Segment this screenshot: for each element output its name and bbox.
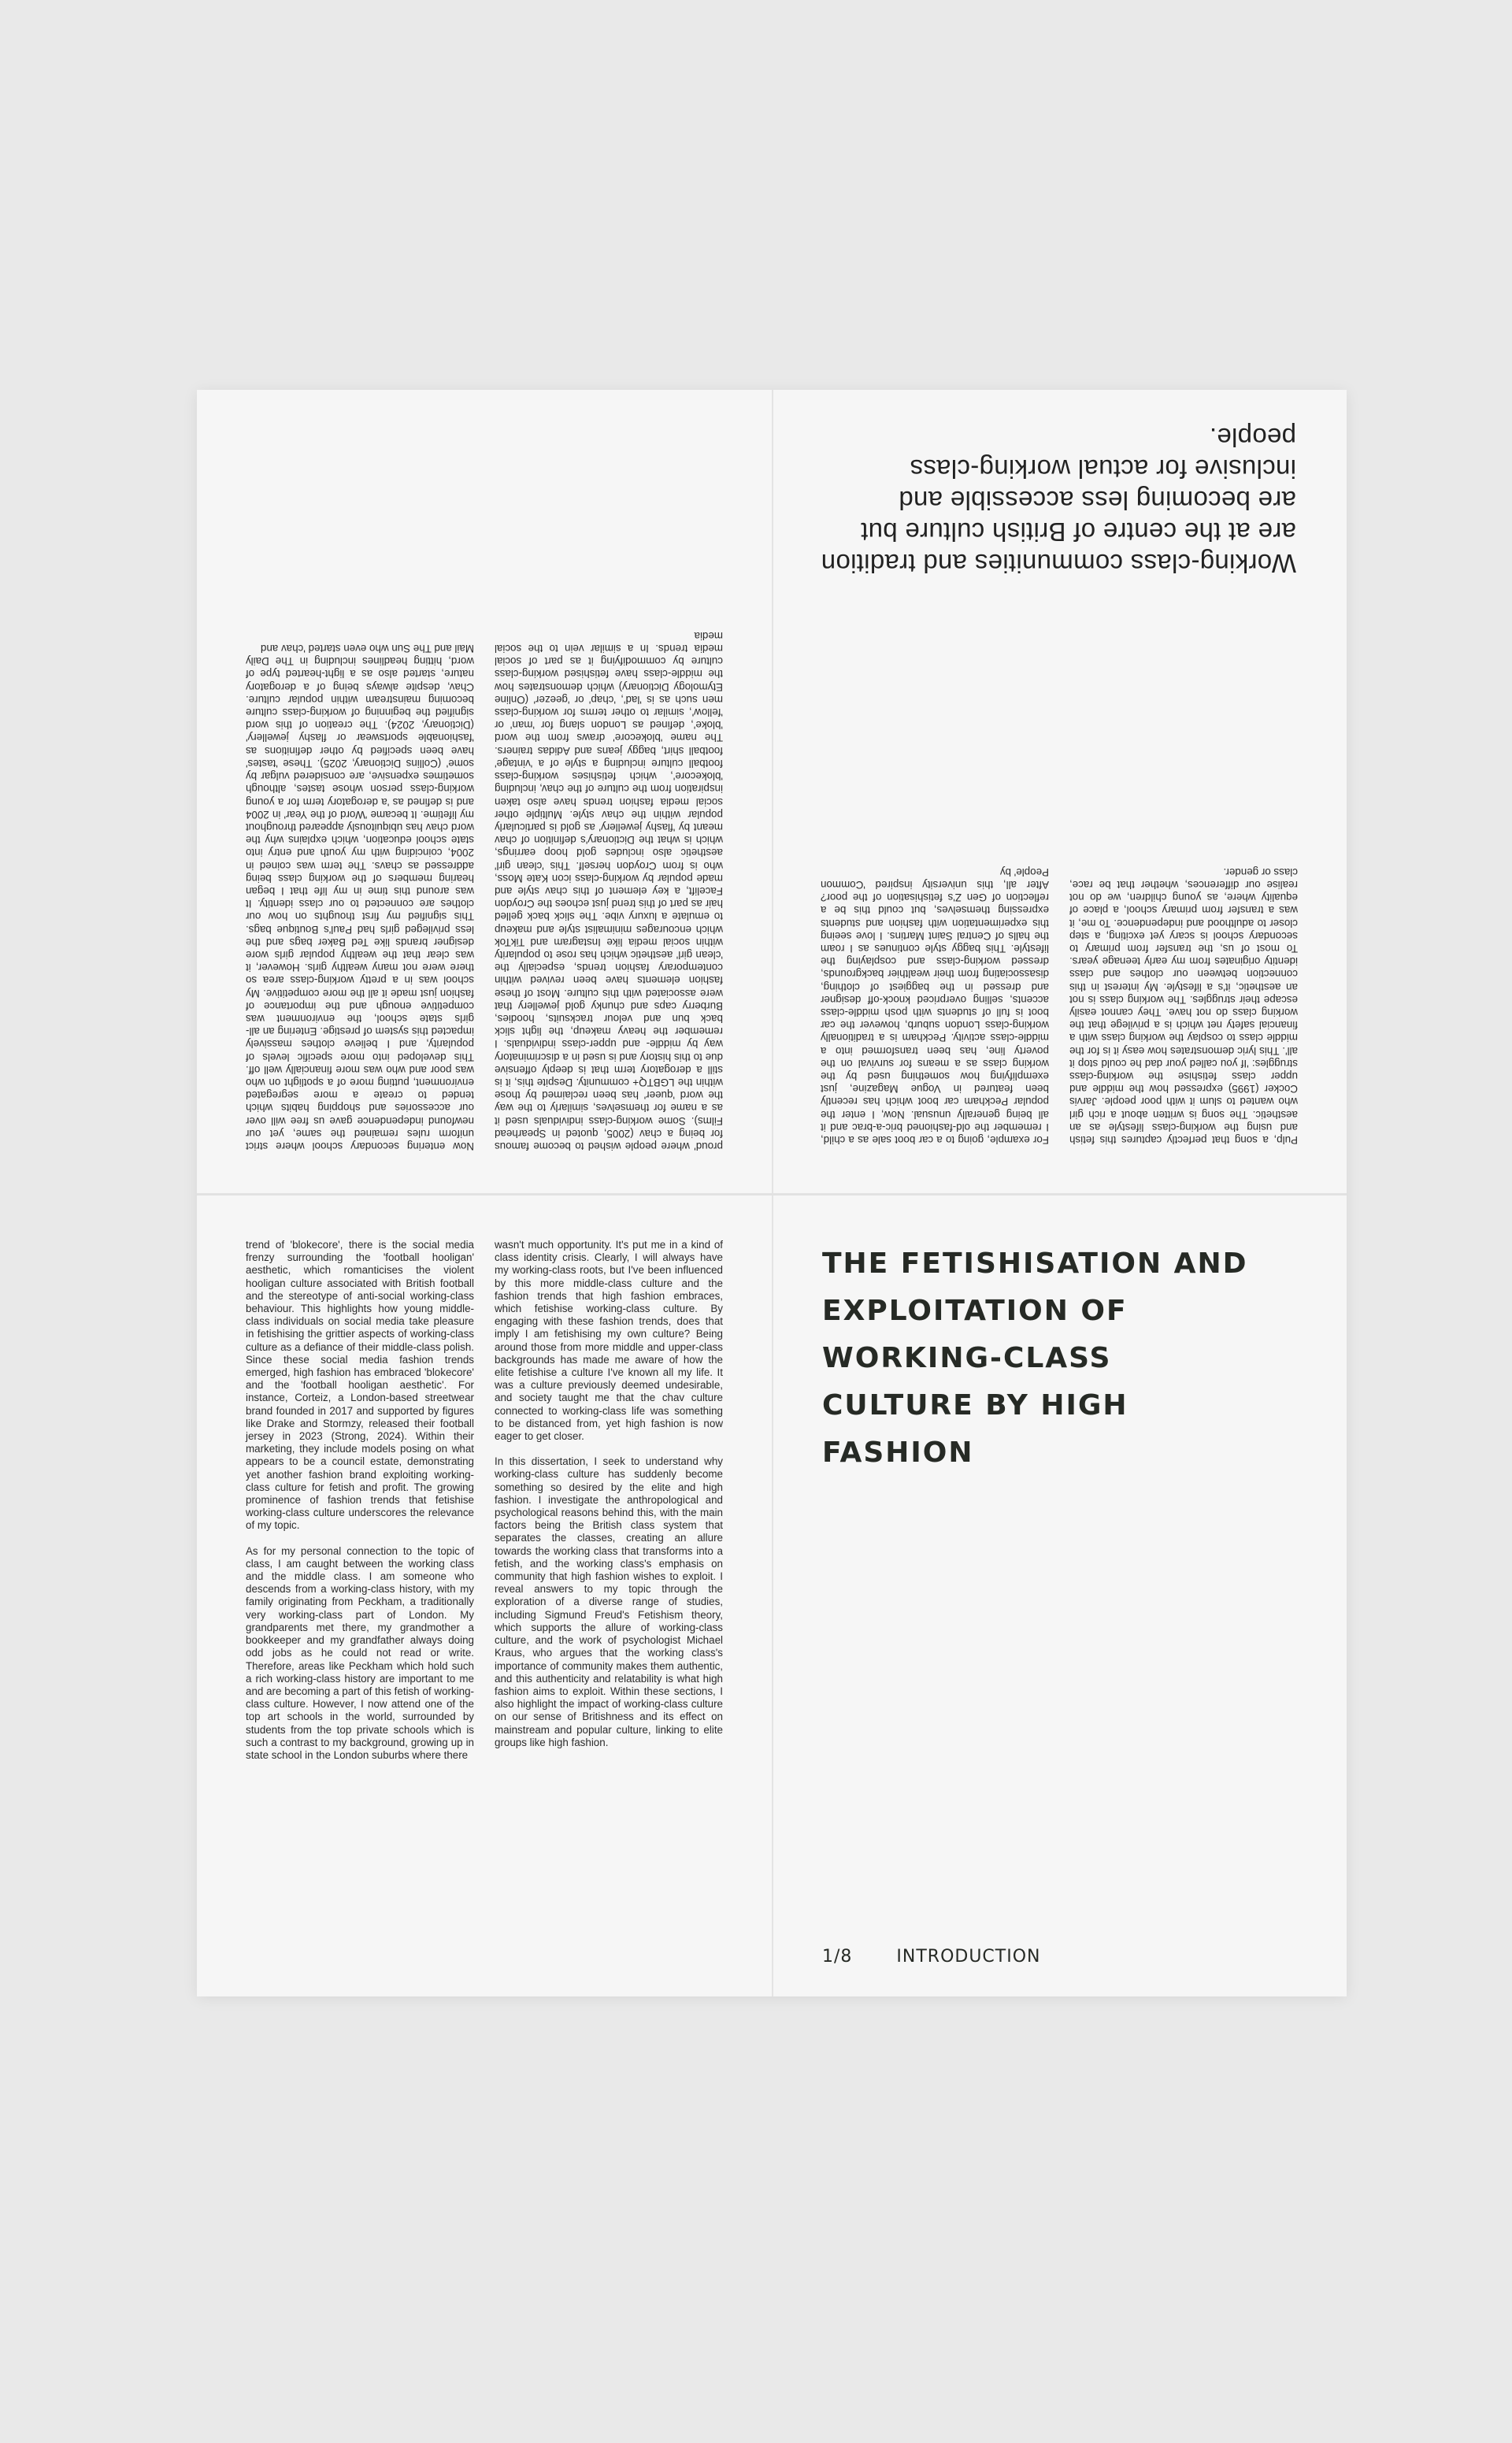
page-title: THE FETISHISATION AND EXPLOITATION OF WORKING-CLASS CULTURE BY HIGH FASHION (822, 1247, 1248, 1469)
body-paragraph: wasn't much opportunity. It's put me in a kind of class identity crisis. Clearly, I will always have my working-class roots, but I've been influenced by this more middle-class culture and the fashion trends that high fashion embraces, which fetishise working-class culture. By engaging with these fashion trends, does that imply I am fetishising my own culture? Being around those from more middle and upper-class backgrounds has made me aware of how the elite fetishise a culture I've known all my life. It was a culture previously deemed undesirable, and society taught me that the chav culture connected to working-class life was something to be distanced from, yet high fashion is now eager to get closer. (495, 1239, 723, 1443)
body-paragraph: For example, going to a car boot sale as a child, I remember the old-fashioned bric-a-brac and it all being generally unusual. Now, I enter the popular Peckham car boot which has recently been featured in Vogue Magazine, just exemplifying how something used by the working class as a means for survival on the poverty line, has been transformed into a middle-class activity. Peckham is a traditionally working-class London suburb, however the car boot is full of students with posh middle-class accents, selling overpriced knock-off designer and dressed in the baggiest of clothing, disassociating from their wealthier backgrounds, dressed working-class and cosplaying the lifestyle. This baggy style continues as I roam the halls of Central Saint Martins. I love seeing this experimentation with fashion and students expressing themselves, but could this be a reflection of Gen Z's fetishisation of the poor? After all, this university inspired 'Common People' by (821, 866, 1049, 1146)
text-column-1 (1069, 626, 1298, 1146)
body-paragraph: proud' where people wished to become famous for being a chav (2005, quoted in Spearhead Films). Some working-class individuals used it as a name for themselves, similarly to the way the word 'queer' has been reclaimed by those within the LGBTQ+ community. Despite this, it is still a derogatory term that is deeply offensive due to this history and is used in a discriminatory way by middle- and upper-class individuals. I remember the heavy makeup, the light slick back bun and velour tracksuits, hoodies, Burberry caps and chunky gold jewellery that were associated with this culture. Most of these fashion elements have been revived within contemporary fashion trends, especially the 'clean girl' aesthetic which has rose to popularity within social media like Instagram and TikTok which encourages minimalist style and makeup to emulate a luxury vibe. The slick back gelled hair as part of this trend just echoes the Croydon Facelift, a key element of this chav style and made popular by working-class icon Kate Moss, who is from Croydon herself. This 'clean girl' aesthetic also includes gold hoop earrings, which is what the Dictionary's definition of chav meant by 'flashy jewellery' as gold is particularly popular within the chav style. Multiple other social media fashion trends have also taken inspiration from the culture of the chav, including 'blokecore', which fetishises working-class football culture including a style of a 'vintage' football shirt, baggy jeans and Adidas trainers. The name 'blokecore' draws from the word 'bloke', defined as London slang for 'man' or 'fellow', similar to other terms for working-class men such as is 'lad', 'chap' or 'geezer' (Online Etymology Dictionary) which demonstrates how the middle-class have fetishised working-class culture by commodifying it as part of social media trends. In a similar vein to the social media (495, 629, 723, 1152)
page-footer (822, 1947, 1041, 1967)
upside-down-page-right (772, 390, 1347, 1193)
pull-quote: Working-class communities and tradition are at the centre of British culture but are becoming less accessible and inclusive for actual working-class people. (821, 423, 1296, 578)
text-column-2 (495, 1239, 723, 1949)
page-number: 1/8 (822, 1947, 853, 1967)
text-column-1 (495, 431, 723, 1152)
body-page (197, 1193, 772, 1996)
body-paragraph: trend of 'blokecore', there is the social media frenzy surrounding the 'football hooligan' aesthetic, which romanticises the violent hooligan culture associated with British football and the stereotype of anti-social working-class behaviour. This highlights how young middle-class individuals on social media take pleasure in fetishising the grittier aspects of working-class culture as a defiance of their middle-class polish. Since these social media fashion trends emerged, high fashion has embraced 'blokecore' and the 'football hooligan aesthetic'. For instance, Corteiz, a London-based streetwear brand founded in 2017 and supported by figures like Drake and Stormzy, released their football jersey in 2023 (Strong, 2024). Within their marketing, they include models posing on what appears to be a council estate, demonstrating yet another fashion brand exploiting working-class culture for fetish and profit. The growing prominence of fashion trends that fetishise working-class culture underscores the relevance of my topic. (246, 1239, 474, 1532)
text-column-2 (246, 431, 474, 1152)
folded-booklet-sheet (197, 390, 1347, 1996)
two-column-text (246, 431, 723, 1152)
text-column-2 (821, 626, 1049, 1146)
upside-down-page-left (197, 390, 772, 1193)
text-column-1 (246, 1239, 474, 1949)
body-paragraph: Pulp, a song that perfectly captures this fetish and using the working-class lifestyle as an aesthetic. The song is written about a rich girl who wanted to slum it with poor people. Jarvis Cocker (1995) expressed how the middle and upper class fetishise the working-class struggles: 'If you called your dad he could stop it all'. This lyric demonstrates how easy it is for the middle class to cosplay the working class with a financial safety net which is a privilege that the working class do not have. They cannot easily escape their struggles. The working class is not an aesthetic, it's a lifestyle. My interest in this connection between our clothes and class identity originates from my early teenage years. To most of us, the transfer from primary to secondary school is scary yet exciting, a step closer to adulthood and independence. To me, it was a transfer from primary school, a place of equality where, as young children, we do not realise our differences, whether that be race, class or gender. (1069, 866, 1298, 1146)
title-page (772, 1193, 1347, 1996)
two-column-text (821, 626, 1298, 1146)
body-paragraph: In this dissertation, I seek to understand why working-class culture has suddenly become something so desired by the elite and high fashion. I investigate the anthropological and psychological reasons behind this, with the main factors being the British class system that separates the classes, creating an allure towards the working class that transforms into a fetish, and the working class's emphasis on community that high fashion wishes to exploit. I reveal answers to my topic through the exploration of a diverse range of studies, including Sigmund Freud's Fetishism theory, which supports the allure of working-class culture, and the work of psychologist Michael Kraus, who argues that the working class's importance of community makes them authentic, and this authenticity and relatability is what high fashion aims to exploit. Within these sections, I also highlight the impact of working-class culture on our sense of Britishness and its effect on mainstream and popular culture, linking to elite groups like high fashion. (495, 1455, 723, 1748)
two-column-text (246, 1239, 723, 1949)
section-label: INTRODUCTION (896, 1947, 1041, 1967)
body-paragraph: Now entering secondary school where strict uniform rules remained the same, yet our newfound independence gave us free will over our accessories and shopping habits which tended to create a more segregated environment, putting more of a spotlight on who was poor and who was more financially well off. This developed into more specific levels of popularity, and I believe clothes massively impacted this system of prestige. Entering an all-girls state school, the environment was competitive enough and the importance of fashion just made it all the more competitive. My school was in a pretty working-class area so there were not many wealthy girls. However, it was clear that the wealthy popular girls wore designer brands like Ted Baker bags and the less privileged girls had Paul's Boutique bags. This signified my first thoughts on how our clothes are connected to our class identity. It was around this time in my life that I began hearing members of the working class being addressed as chavs. The term was coined in 2004, coinciding with my youth and entry into state school education, which explains why the word chav has ubiquitously appeared throughout my lifetime. It became 'Word of the Year' in 2004 and is defined as 'a derogatory term for a young working-class person whose tastes, although sometimes expensive, are considered vulgar by some' (Collins Dictionary, 2025). These 'tastes' have been specified by other definitions as 'fashionable sportswear or flashy jewellery' (Dictionary, 2024). The creation of this word signified the beginning of working-class culture becoming mainstream within popular culture. Chav, despite always being of a derogatory nature, started also as a light-hearted type of word, hitting headlines including in The Daily Mail and The Sun who even started 'chav and (246, 643, 474, 1152)
body-paragraph: As for my personal connection to the topic of class, I am caught between the working class and the middle class. I am someone who descends from a working-class history, with my family originating from Peckham, a traditionally very working-class part of London. My grandparents met there, my grandmother a bookkeeper and my grandfather always doing odd jobs as he could not read or write. Therefore, areas like Peckham which hold such a rich working-class history are important to me and are becoming a part of this fetish of working-class culture. However, I now attend one of the top art schools in the world, surrounded by students from the top private schools which is such a contrast to my background, growing up in state school in the London suburbs where there (246, 1544, 474, 1761)
